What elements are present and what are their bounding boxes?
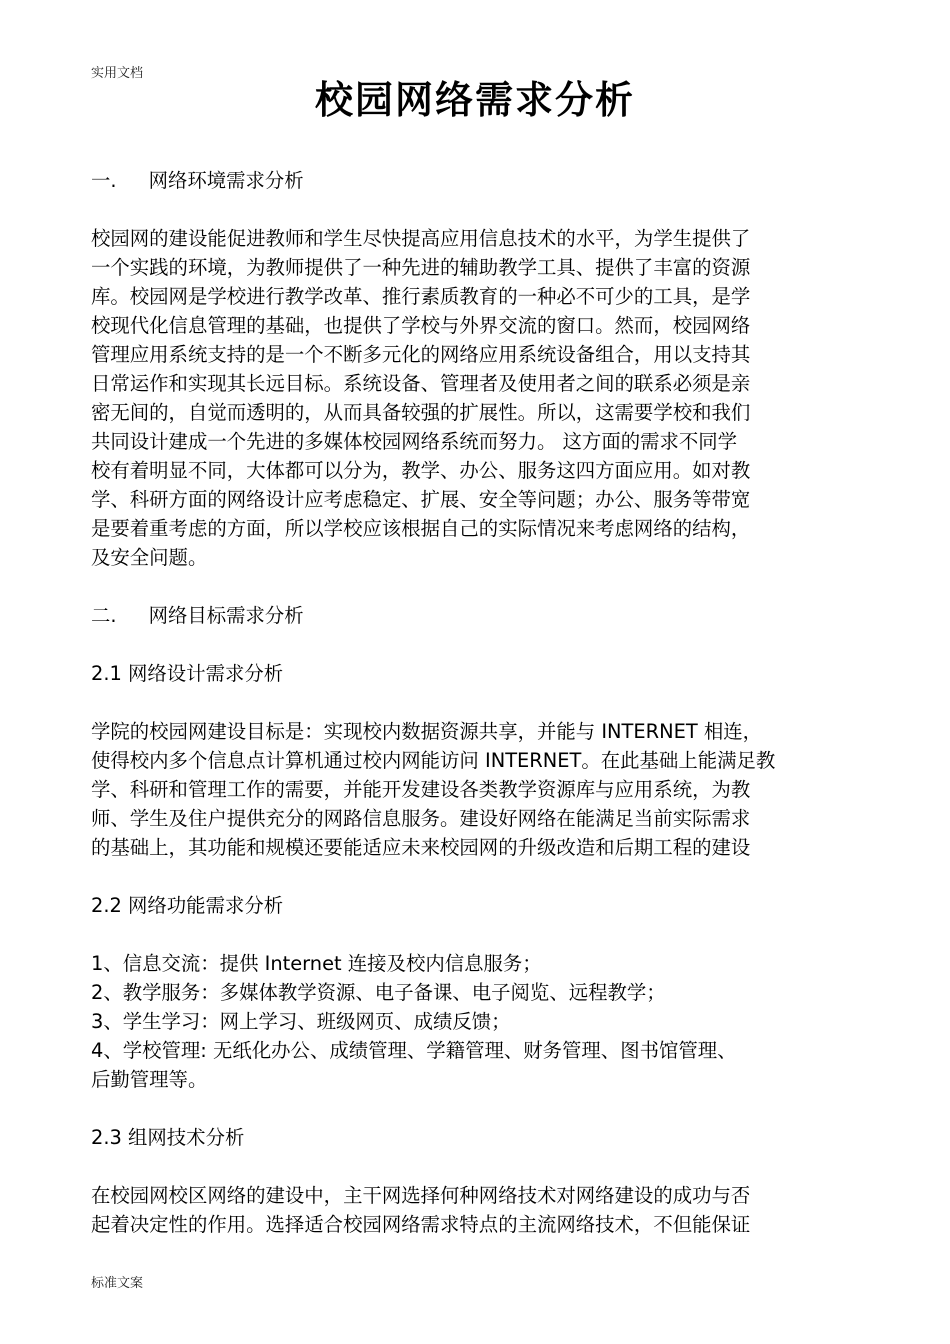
paragraph-line: 一个实践的环境，为教师提供了一种先进的辅助教学工具、提供了丰富的资源 [91,256,751,279]
paragraph-line: 是要着重考虑的方面，所以学校应该根据自己的实际情况来考虑网络的结构， [91,517,751,540]
section-1-number: 一. [91,169,117,192]
paragraph-line: 学、科研和管理工作的需要，并能开发建设各类教学资源库与应用系统，为教 [91,778,751,801]
subsection-2-3-heading: 2.3 组网技术分析 [91,1126,245,1149]
paragraph-line: 起着决定性的作用。选择适合校园网络需求特点的主流网络技术，不但能保证 [91,1213,751,1236]
paragraph-line: 校园网的建设能促进教师和学生尽快提高应用信息技术的水平，为学生提供了 [91,227,751,250]
paragraph-line: 及安全问题。 [91,546,208,569]
paragraph-line: 学院的校园网建设目标是：实现校内数据资源共享，并能与 INTERNET 相连， [91,720,763,743]
document-body [91,166,857,1239]
paragraph-line: 日常运作和实现其长远目标。系统设备、管理者及使用者之间的联系必须是亲 [91,372,751,395]
list-item: 3、学生学习：网上学习、班级网页、成绩反馈； [91,1010,511,1033]
list-item: 2、教学服务：多媒体教学资源、电子备课、电子阅览、远程教学； [91,981,666,1004]
paragraph-line: 库。校园网是学校进行教学改革、推行素质教育的一种必不可少的工具，是学 [91,285,751,308]
list-item: 后勤管理等。 [91,1068,208,1091]
list-item: 4、学校管理: 无纸化办公、成绩管理、学籍管理、财务管理、图书馆管理、 [91,1039,737,1062]
paragraph-line: 管理应用系统支持的是一个不断多元化的网络应用系统设备组合，用以支持其 [91,343,751,366]
paragraph-line: 共同设计建成一个先进的多媒体校园网络系统而努力。 这方面的需求不同学 [91,430,738,453]
list-item: 1、信息交流：提供 Internet 连接及校内信息服务； [91,952,542,975]
page-footer-label: 标准文案 [91,1276,144,1291]
section-2-heading [91,601,857,630]
paragraph-line: 的基础上，其功能和规模还要能适应未来校园网的升级改造和后期工程的建设 [91,836,751,859]
paragraph-line: 使得校内多个信息点计算机通过校内网能访问 INTERNET。在此基础上能满足教 [91,749,776,772]
subsection-2-1-heading: 2.1 网络设计需求分析 [91,662,284,685]
paragraph-line: 校有着明显不同，大体都可以分为，教学、办公、服务这四方面应用。如对教 [91,459,751,482]
paragraph-line: 在校园网校区网络的建设中，主干网选择何种网络技术对网络建设的成功与否 [91,1184,751,1207]
paragraph-line: 学、科研方面的网络设计应考虑稳定、扩展、安全等问题；办公、服务等带宽 [91,488,751,511]
paragraph-line: 校现代化信息管理的基础，也提供了学校与外界交流的窗口。然而，校园网络 [91,314,751,337]
section-1-title: 网络环境需求分析 [148,169,304,192]
page-header-label: 实用文档 [91,66,144,81]
paragraph-line: 密无间的，自觉而透明的，从而具备较强的扩展性。所以，这需要学校和我们 [91,401,751,424]
section-2-number: 二. [91,604,117,627]
section-1-heading [91,166,857,195]
document-title: 校园网络需求分析 [314,78,635,122]
section-2-title: 网络目标需求分析 [148,604,304,627]
paragraph-line: 师、学生及住户提供充分的网路信息服务。建设好网络在能满足当前实际需求 [91,807,751,830]
subsection-2-2-heading: 2.2 网络功能需求分析 [91,894,284,917]
